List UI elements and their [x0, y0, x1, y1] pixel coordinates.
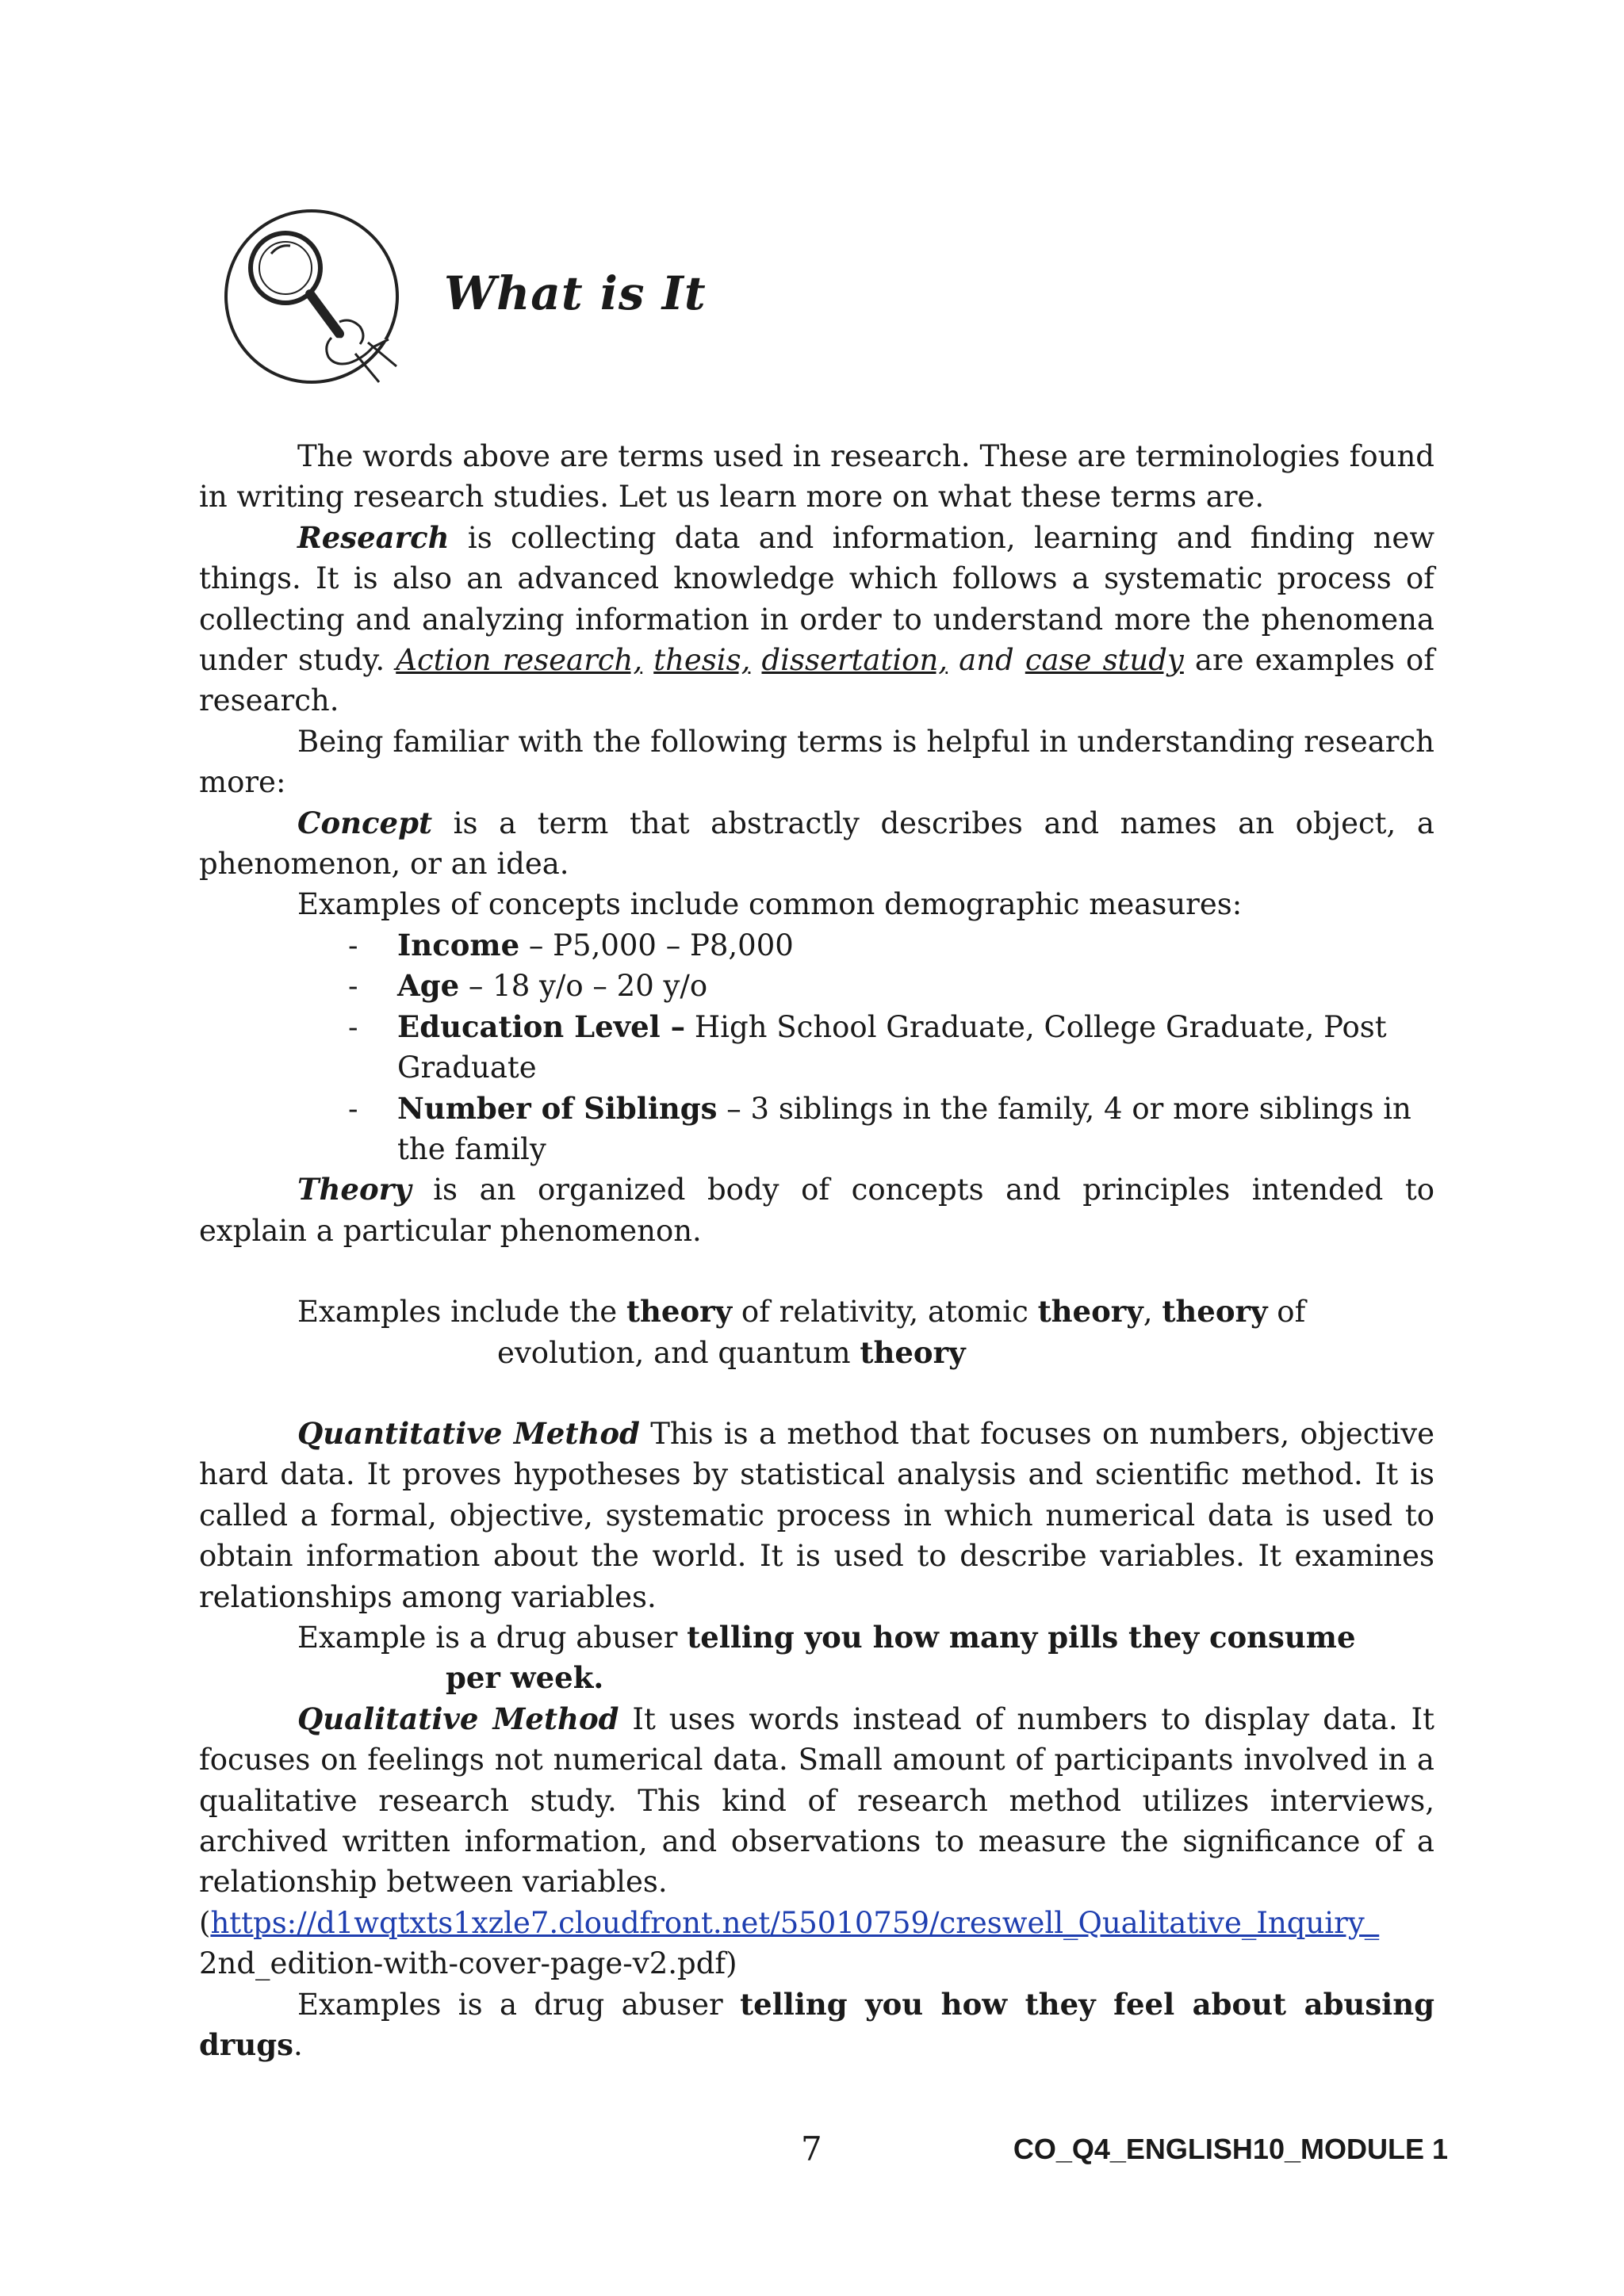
list-item	[348, 1007, 1434, 1089]
quantitative-term: Quantitative Method	[297, 1415, 640, 1451]
theory-ex-bold: theory	[1162, 1294, 1268, 1330]
concept-text: is a term that abstractly describes and names an object, a phenomenon, or an idea.	[199, 806, 1434, 882]
quantitative-example-cont	[199, 1658, 1434, 1698]
section-title: What is It	[444, 266, 707, 320]
quant-ex-bold: telling you how many pills they consume	[687, 1619, 1356, 1655]
quantitative-paragraph	[199, 1414, 1434, 1617]
qualitative-example	[199, 1984, 1434, 2066]
quantitative-text: This is a method that focuses on numbers, objective hard data. It proves hypotheses by statistical analysis and scientific method. It is called a formal, objective, systematic process in which numerical data is used to obtain information about the world. It is used to describe variables. It examines relationships among variables.	[199, 1416, 1434, 1614]
list-item-text: High School Graduate, College Graduate, Post Graduate	[397, 1009, 1387, 1085]
theory-ex-bold: theory	[860, 1334, 966, 1370]
concept-examples-intro: Examples of concepts include common demographic measures:	[297, 887, 1243, 922]
quant-ex-text: Example is a drug abuser	[297, 1620, 688, 1655]
list-item-label: Number of Siblings	[397, 1090, 718, 1126]
qualitative-term: Qualitative Method	[297, 1701, 619, 1736]
concept-paragraph	[199, 803, 1434, 885]
theory-ex-text: evolution, and quantum	[497, 1335, 860, 1370]
theory-ex-text: ,	[1143, 1295, 1162, 1330]
theory-ex-text: of relativity, atomic	[732, 1295, 1038, 1330]
concept-term: Concept	[297, 805, 433, 840]
quant-ex-bold: per week.	[446, 1660, 604, 1696]
theory-term: Theory	[297, 1172, 412, 1207]
example-thesis: thesis,	[653, 643, 751, 678]
example-case-study: case study	[1025, 643, 1184, 678]
theory-ex-bold: theory	[626, 1294, 733, 1330]
theory-paragraph	[199, 1169, 1481, 1251]
theory-text: is an organized body of concepts and principles intended to explain a particular phenomenon.	[199, 1173, 1481, 1248]
reference-link[interactable]: https://d1wqtxts1xzle7.cloudfront.net/55010759/creswell_Qualitative_Inquiry_	[210, 1905, 1380, 1940]
lesson-body	[199, 436, 1481, 2065]
research-text: is collecting data and information, learning and finding new things. It is also an advanced knowledge which follows a systematic process of collecting and analyzing information in order to understand more the phenomena under study.	[199, 520, 1434, 678]
example-dissertation: dissertation,	[761, 643, 948, 678]
research-tail: are examples of research.	[199, 643, 1435, 718]
ref-open: (	[199, 1905, 211, 1940]
list-item-text: – 3 siblings in the family, 4 or more siblings in the family	[397, 1091, 1411, 1166]
list-item	[348, 966, 1434, 1006]
qualitative-paragraph	[199, 1699, 1434, 1903]
module-code: CO_Q4_ENGLISH10_MODULE 1	[1013, 2133, 1448, 2165]
theory-ex-bold: theory	[1037, 1294, 1143, 1330]
theory-ex-text: Examples include the	[297, 1295, 626, 1330]
list-item-text: – P5,000 – P8,000	[519, 928, 794, 962]
quantitative-example	[199, 1617, 1434, 1658]
qual-ex-bold: telling you how they feel about abusing drugs	[199, 1986, 1434, 2063]
theory-ex-text: of	[1267, 1295, 1306, 1330]
example-action-research: Action research,	[396, 643, 643, 678]
theory-examples-cont	[199, 1333, 1434, 1373]
magnifying-glass-icon	[220, 203, 403, 393]
familiar-paragraph: Being familiar with the following terms is helpful in understanding research more:	[199, 724, 1434, 800]
qual-ex-text: .	[293, 2028, 303, 2063]
list-item-label: Age	[397, 968, 460, 1004]
list-item	[348, 1089, 1434, 1170]
qual-ex-text: Examples is a drug abuser	[297, 1987, 741, 2022]
concept-example-list	[199, 925, 1434, 1169]
list-item-label: Income	[397, 927, 520, 962]
page-number: 7	[801, 2130, 822, 2168]
research-paragraph	[199, 518, 1434, 721]
example-and: and	[959, 643, 1014, 678]
reference-citation	[199, 1903, 1434, 1943]
qualitative-text: It uses words instead of numbers to display data. It focuses on feelings not numerical data. Small amount of participants involved in a qualitative research study. This kind of research method utilizes interviews, archived written information, and observations to measure the significance of a relationship between variables.	[199, 1701, 1434, 1900]
intro-paragraph: The words above are terms used in research. These are terminologies found in writing research studies. Let us learn more on what these terms are.	[199, 439, 1434, 515]
reference-citation-tail: 2nd_edition-with-cover-page-v2.pdf)	[199, 1946, 737, 1981]
list-item-text: – 18 y/o – 20 y/o	[459, 969, 708, 1004]
research-term: Research	[297, 519, 450, 555]
list-item	[348, 925, 1434, 966]
theory-examples	[199, 1292, 1434, 1332]
list-item-label: Education Level –	[397, 1008, 686, 1044]
